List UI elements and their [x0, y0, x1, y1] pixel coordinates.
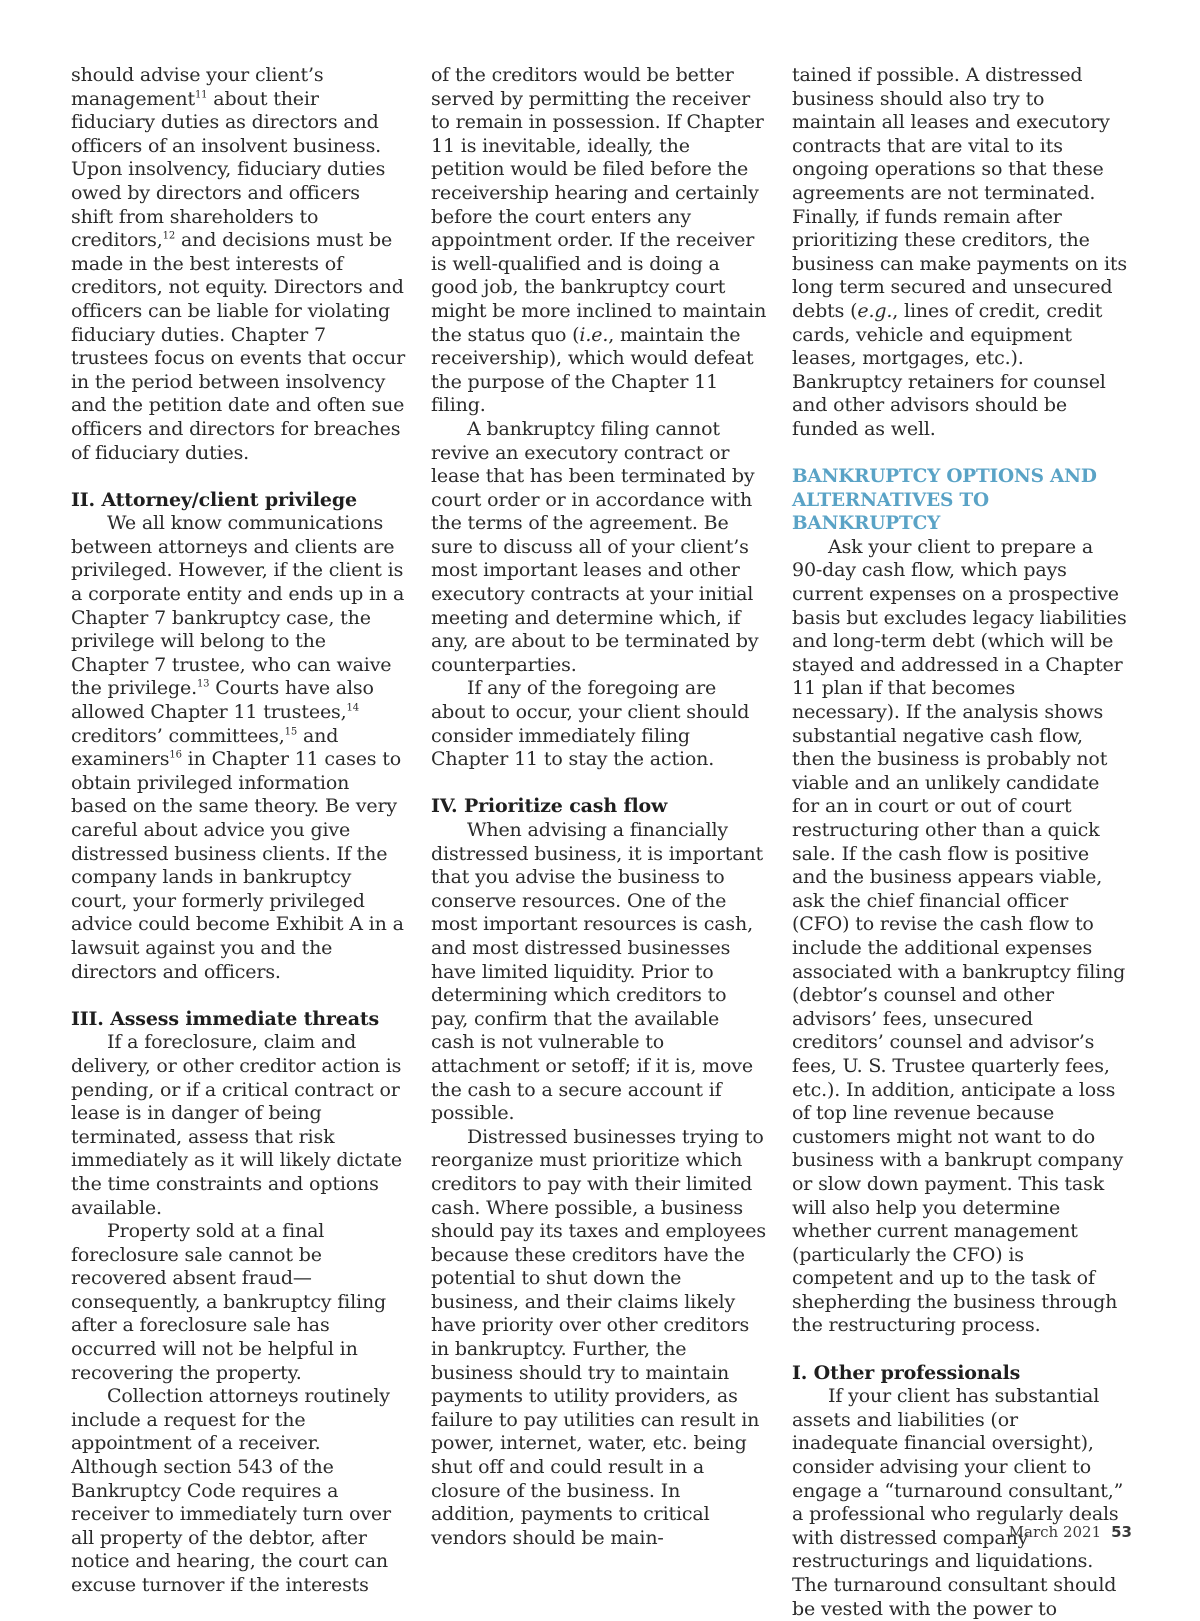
footnote-ref[interactable]: 14 [346, 702, 359, 714]
paragraph: When advising a financially distressed business, it is important that you advise the business to conserve resources. One of the most important resources is cash, and most distressed businesses have limited liquidity. Prior to determining which creditors to pay, confirm that the available cash is not vulnerable to attachment or setoff; if it is, move the cash to a secure account if possible. [431, 819, 764, 1125]
footnote-ref[interactable]: 15 [284, 726, 298, 738]
subheading-other-professionals: I. Other professionals [792, 1361, 1021, 1384]
paragraph: If any of the foregoing are about to occur, your client should consider immediately filing Chapter 11 to stay the action. [431, 677, 750, 771]
paragraph: Ask your client to prepare a 90-day cash flow, which pays current expenses on a prospective basis but excludes legacy liabilities and long-term debt (which will be stayed and addressed in a Chapter 11 plan if that becomes necessary). If the analysis shows substantial negative cash flow, then the business is probably not viable and an unlikely candidate for an in court or out of court restructuring other than a quick sale. If the cash flow is positive and the business appears viable, ask the chief financial officer (CFO) to revise the cash flow to include the additional expenses associated with a bankruptcy filing (debtor’s counsel and other advisors’ fees, unsecured creditors’ counsel and advisor’s fees, U. S. Trustee quarterly fees, etc.). In addition, anticipate a loss of top line revenue because customers might not want to do business with a bankrupt company or slow down payment. This task will also help you determine whether current management (particularly the CFO) is competent and up to the task of shepherding the business through the restructuring process. [792, 535, 1127, 1337]
paragraph: A bankruptcy filing cannot revive an executory contract or lease that has been terminated by court order or in accordance with the terms of the agreement. Be sure to discuss all of your client’s most important leases and other executory contracts at your initial meeting and determine which, if any, are about to be terminated by counterparties. [431, 417, 759, 676]
paragraph: We all know communications between attorneys and clients are privileged. However, if the client is a corporate entity and ends up in a Chapter 7 bankruptcy case, the privilege will belong to the Chapter 7 trustee, who can waive the privilege.$^{13}$ Courts have also allowed Chapter 11 trustees,$^{14}$ creditors’ committees,$^{15}$ and examiners$^{16}$ in Chapter 11 cases to obtain privileged information based on the same theory. Be very careful about advice you give distressed business clients. If the company lands in bankruptcy court, your formerly privileged advice could become Exhibit A in a lawsuit against you and the directors and officers. [71, 512, 405, 983]
page-number: 53 [1111, 1523, 1132, 1541]
section-heading-bankruptcy-options: BANKRUPTCY OPTIONS AND ALTERNATIVES TO BANKRUPTCY [792, 466, 1097, 535]
paragraph: of the creditors would be better served by permitting the receiver to remain in possession. If Chapter 11 is inevitable, ideally, the petition would be filed before the receivership hearing and certainly before the court enters any appointment order. If the receiver is well-qualified and is doing a good job, the bankruptcy court might be more inclined to maintain the status quo (i.e., maintain the receivership), which would defeat the purpose of the Chapter 11 filing. [431, 64, 767, 417]
paragraph: If your client has substantial assets and liabilities (or inadequate financial oversight), consider advising your client to engage a “turnaround consultant,” a professional who regularly deals with distressed company restructurings and liquidations. The turnaround consultant should be vested with the power to [792, 1385, 1124, 1620]
page-footer [1009, 1523, 1132, 1541]
footnote-ref[interactable]: 11 [194, 89, 208, 101]
footnote-ref[interactable]: 12 [162, 230, 176, 242]
subheading-attorney-client-privilege: II. Attorney/client privilege [71, 488, 357, 511]
paragraph: tained if possible. A distressed business should also try to maintain all leases and executory contracts that are vital to its ongoing operations so that these agreements are not terminated. Finally, if funds remain after prioritizing these creditors, the business can make payments on its long term secured and unsecured debts (e.g., lines of credit, credit cards, vehicle and equipment leases, mortgages, etc.). Bankruptcy retainers for counsel and other advisors should be funded as well. [792, 64, 1128, 440]
footnote-ref[interactable]: 13 [196, 679, 210, 691]
paragraph: Distressed businesses trying to reorganize must prioritize which creditors to pay with their limited cash. Where possible, a business should pay its taxes and employees because these creditors have the potential to shut down the business, and their claims likely have priority over other creditors in bankruptcy. Further, the business should try to maintain payments to utility providers, as failure to pay utilities can result in power, internet, water, etc. being shut off and could result in a closure of the business. In addition, payments to critical vendors should be main- [431, 1125, 766, 1549]
subheading-assess-immediate-threats: III. Assess immediate threats [71, 1007, 380, 1030]
paragraph: If a foreclosure, claim and delivery, or other creditor action is pending, or if a critical contract or lease is in danger of being terminated, assess that risk immediately as it will likely dictate the time constraints and options available. [71, 1031, 402, 1219]
paragraph: Collection attorneys routinely include a request for the appointment of a receiver. Although section 543 of the Bankruptcy Code requires a receiver to immediately turn over all property of the debtor, after notice and hearing, the court can excuse turnover if the interests [71, 1385, 391, 1596]
paragraph: should advise your client’s management$^{11}$ about their fiduciary duties as directors and officers of an insolvent business. Upon insolvency, fiduciary duties owed by directors and officers shift from shareholders to creditors,$^{12}$ and decisions must be made in the best interests of creditors, not equity. Directors and officers can be liable for violating fiduciary duties. Chapter 7 trustees focus on events that occur in the period between insolvency and the petition date and often sue officers and directors for breaches of fiduciary duties. [71, 64, 406, 464]
footnote-ref[interactable]: 16 [169, 749, 182, 761]
column-3 [792, 64, 1128, 1621]
column-1 [71, 64, 407, 1598]
paragraph: Property sold at a final foreclosure sale cannot be recovered absent fraud—consequently, a bankruptcy filing after a foreclosure sale has occurred will not be helpful in recovering the property. [71, 1220, 387, 1384]
column-2 [431, 64, 767, 1550]
subheading-prioritize-cash-flow: IV. Prioritize cash flow [431, 795, 668, 818]
issue-date: March 2021 [1008, 1523, 1102, 1541]
